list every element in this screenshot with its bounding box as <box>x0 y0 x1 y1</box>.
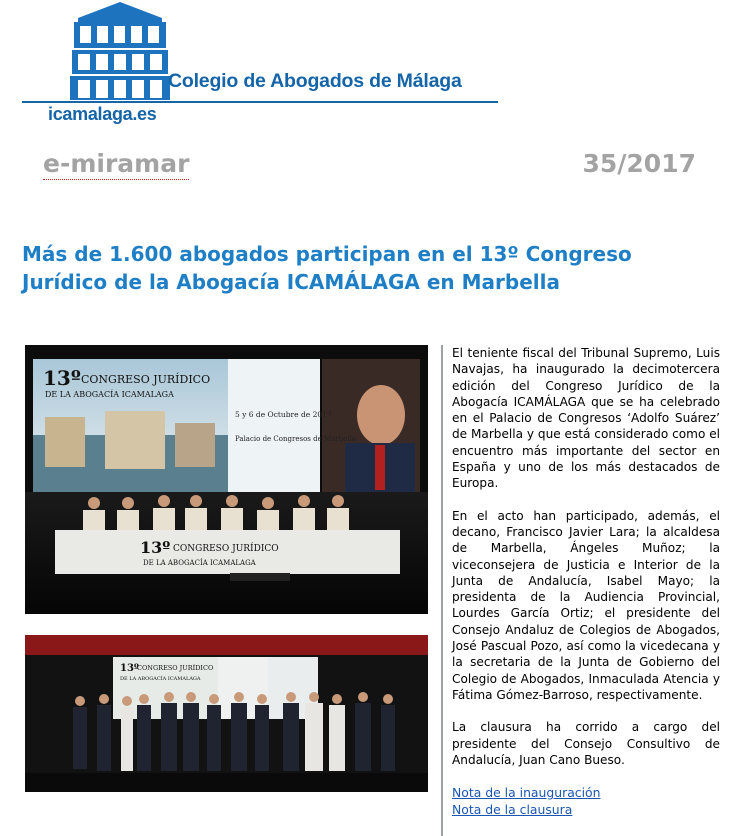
article-paragraph: El teniente fiscal del Tribunal Supremo, Luis Navajas, ha inaugurado la decimotercera edición del Congreso Jurídico de la Abogacía ICAMÁLAGA que se ha celebrado en el Palacio de Congresos ‘Adolfo Suárez’ de Marbella y que está considerado como el encuentro más importante del sector en España y uno de los más destacados de Europa. <box>452 346 720 491</box>
group-photo <box>25 635 428 792</box>
banner-title: CONGRESO JURÍDICO <box>81 373 211 386</box>
closing-note-link[interactable]: Nota de la clausura <box>452 802 573 818</box>
article-paragraph: La clausura ha corrido a cargo del presidente del Consejo Consultivo de Andalucía, Juan Cano Bueso. <box>452 720 720 767</box>
banner-number: 13º <box>43 366 81 390</box>
column-divider <box>441 345 443 836</box>
article-links <box>452 784 720 818</box>
logo-divider <box>22 101 498 103</box>
svg-text:5 y 6 de Octubre de 2017: 5 y 6 de Octubre de 2017 <box>235 410 332 419</box>
site-link[interactable]: icamalaga.es <box>48 104 157 124</box>
svg-text:13º: 13º <box>120 663 139 674</box>
svg-text:DE LA ABOGACÍA ICAMALAGA: DE LA ABOGACÍA ICAMALAGA <box>143 559 256 567</box>
svg-text:CONGRESO JURÍDICO: CONGRESO JURÍDICO <box>137 664 214 672</box>
svg-text:DE LA ABOGACÍA ICAMALAGA: DE LA ABOGACÍA ICAMALAGA <box>45 390 174 399</box>
congress-stage-photo <box>25 345 428 614</box>
article-body <box>452 345 720 818</box>
article-paragraph: En el acto han participado, además, el decano, Francisco Javier Lara; la alcaldesa de Marbella, Ángeles Muñoz; la viceconsejera de Justicia e Interior de la Junta de Andalucía, Isabel Mayo; la presidenta de la Audiencia Provincial, Lourdes García Ortiz; el presidente del Consejo Andaluz de Colegios de Abogados, José Pascual Pozo, así como la vicedecana y la secretaria de la Junta de Gobierno del Colegio de Abogados, Inmaculada Atencia y Fátima Gómez-Barroso, respectivamente. <box>452 508 720 702</box>
svg-text:CONGRESO JURÍDICO: CONGRESO JURÍDICO <box>173 544 279 554</box>
svg-text:13º: 13º <box>140 538 171 557</box>
article-headline: Más de 1.600 abogados participan en el 13º Congreso Jurídico de la Abogacía ICAMÁLAGA en Marbella <box>22 242 632 294</box>
publication-name: e-miramar <box>43 149 190 178</box>
svg-text:Palacio de Congresos de Marbel: Palacio de Congresos de Marbella <box>235 435 356 443</box>
inauguration-note-link[interactable]: Nota de la inauguración <box>452 785 601 801</box>
svg-text:DE LA ABOGACÍA ICAMALAGA: DE LA ABOGACÍA ICAMALAGA <box>120 676 201 682</box>
org-name: Colegio de Abogados de Málaga <box>168 70 462 92</box>
issue-number: 35/2017 <box>582 149 696 178</box>
